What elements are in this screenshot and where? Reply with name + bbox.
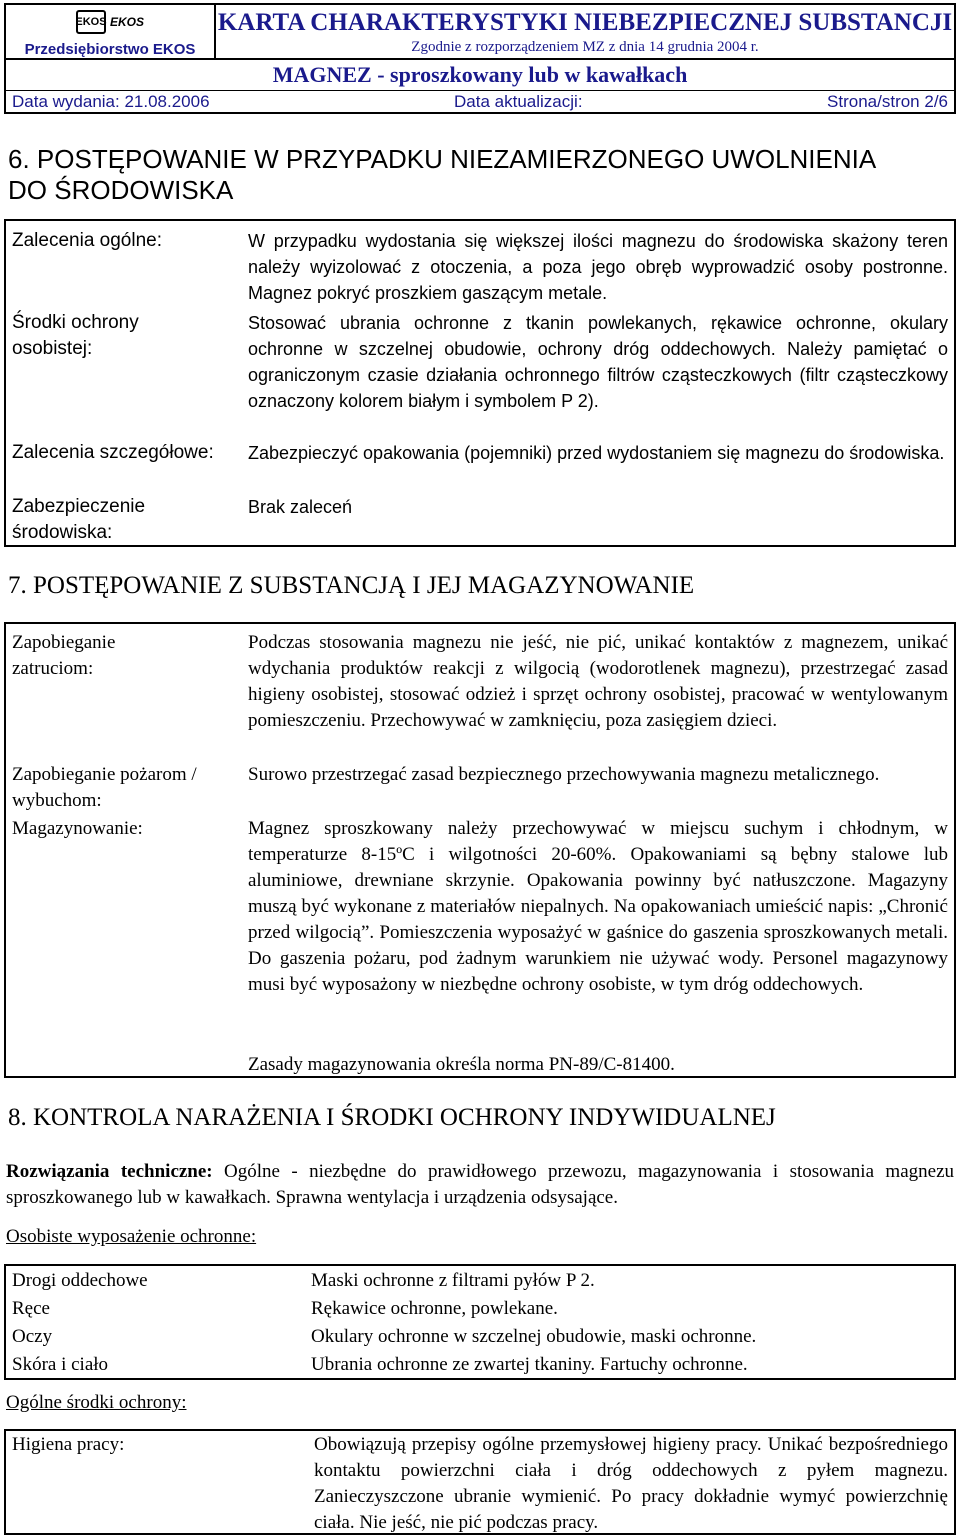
page-number: Strona/stron 2/6 xyxy=(827,92,948,111)
ppe-value: Okulary ochronne w szczelnej obudowie, maski ochronne. xyxy=(311,1326,757,1347)
section-7-title: 7. POSTĘPOWANIE Z SUBSTANCJĄ I JEJ MAGAZYNOWANIE xyxy=(8,572,695,599)
label-general-recommendations: Zalecenia ogólne: xyxy=(12,230,162,251)
ppe-row xyxy=(6,1351,954,1379)
general-measures-heading: Ogólne środki ochrony: xyxy=(6,1392,187,1413)
label-detailed-recommendations: Zalecenia szczegółowe: xyxy=(12,442,214,463)
header-title-block xyxy=(216,5,954,58)
text-storage: Magnez sproszkowany należy przechowywać w miejscu suchym i chłodnym, w temperaturze 8-15ºC i wilgotności 20-60%. Opakowaniami są bębny stalowe lub aluminiowe, drewniane skrzynie. Opakowania powinny być natłuszczone. Magazyny muszą być wykonane z materiałów niepalnych. Na opakowaniach umieścić napis: „Chronić przed wilgocią”. Pomieszczenia wyposażyć w gaśnice do gaszenia sproszkowanych metali. Do gaszenia pożaru, pod żadnym warunkiem nie używać wody. Personel magazynowy musi być wyposażony w niezbędne ochrony osobiste, w tym dróg oddechowych. xyxy=(248,818,948,995)
section-6-title-line2: DO ŚRODOWISKA xyxy=(8,175,234,205)
text-detailed-recommendations: Zabezpieczyć opakowania (pojemniki) przed wydostaniem się magnezu do środowiska. xyxy=(248,443,945,463)
ppe-value: Ubrania ochronne ze zwartej tkaniny. Fartuchy ochronne. xyxy=(311,1354,748,1375)
logo-text: EKOS xyxy=(109,15,144,29)
document-subtitle: Zgodnie z rozporządzeniem MZ z dnia 14 grudnia 2004 r. xyxy=(411,39,759,55)
ppe-key: Ręce xyxy=(12,1298,50,1319)
technical-solutions-text: Ogólne - niezbędne do prawidłowego przewozu, magazynowania i stosowania magnezu sproszkowanego lub w kawałkach. Sprawna wentylacja i urządzenia odsysające. xyxy=(6,1161,954,1208)
section-8-title: 8. KONTROLA NARAŻENIA I ŚRODKI OCHRONY INDYWIDUALNEJ xyxy=(8,1104,776,1131)
hygiene-text: Obowiązują przepisy ogólne przemysłowej higieny pracy. Unikać bezpośredniego kontaktu powierzchni ciała i dróg oddechowych z pyłem magnezu. Zanieczyszczone ubranie wymienić. Po pracy dokładnie wymyć powierzchnię ciała. Nie jeść, nie pić podczas pracy. xyxy=(314,1434,948,1533)
issue-date: Data wydania: 21.08.2006 xyxy=(12,92,210,111)
label-fire-prevention: Zapobieganie pożarom / wybuchom: xyxy=(12,764,197,811)
document-title: KARTA CHARAKTERYSTYKI NIEBEZPIECZNEJ SUBSTANCJI xyxy=(217,9,953,36)
ppe-value: Maski ochronne z filtrami pyłów P 2. xyxy=(311,1270,595,1291)
section-6-title xyxy=(8,144,876,206)
ppe-key: Oczy xyxy=(12,1326,53,1347)
label-poisoning-prevention: Zapobieganie zatruciom: xyxy=(12,632,116,679)
ppe-table xyxy=(4,1264,956,1380)
text-personal-protection: Stosować ubrania ochronne z tkanin powlekanych, rękawice ochronne, okulary ochronne w szczelnej obudowie, ochrony dróg oddechowych. Należy pamiętać o ograniczonym czasie działania ochronnego filtrów cząsteczkowych (filtr cząsteczkowy oznaczony kolorem białym i symbolem P 2). xyxy=(248,313,948,411)
text-fire-prevention: Surowo przestrzegać zasad bezpiecznego przechowywania magnezu metalicznego. xyxy=(248,764,880,785)
update-date: Data aktualizacji: xyxy=(454,92,583,111)
technical-solutions-paragraph xyxy=(6,1159,954,1211)
hygiene-label: Higiena pracy: xyxy=(12,1434,125,1455)
ppe-heading: Osobiste wyposażenie ochronne: xyxy=(6,1226,257,1247)
text-general-recommendations: W przypadku wydostania się większej ilości magnezu do środowiska skażony teren należy wyizolować z otoczenia, a poza jego obręb wyprowadzić osoby postronne. Magnez pokryć proszkiem gaszącym metale. xyxy=(248,231,948,303)
company-logo-block xyxy=(6,5,216,58)
ppe-key: Drogi oddechowe xyxy=(12,1270,148,1291)
technical-solutions-label: Rozwiązania techniczne: xyxy=(6,1161,213,1182)
text-poisoning-prevention: Podczas stosowania magnezu nie jeść, nie pić, unikać kontaktów z magnezem, unikać wdychania produktów reakcji z wilgocią (wodorotlenek magnezu), przestrzegać zasad higieny osobistej, stosować odzież i sprzęt ochrony osobistej, pracować w wentylowanym pomieszczeniu. Przechowywać w zamknięciu, poza zasięgiem dzieci. xyxy=(248,632,948,731)
logo xyxy=(76,8,144,36)
section-6-title-line1: 6. POSTĘPOWANIE W PRZYPADKU NIEZAMIERZONEGO UWOLNIENIA xyxy=(8,144,877,174)
label-storage: Magazynowanie: xyxy=(12,818,143,839)
ppe-key: Skóra i ciało xyxy=(12,1354,109,1375)
ppe-value: Rękawice ochronne, powlekane. xyxy=(311,1298,558,1319)
ppe-row xyxy=(6,1295,954,1323)
header-info-row xyxy=(4,90,956,114)
ppe-row xyxy=(6,1323,954,1351)
header-top xyxy=(4,3,956,60)
ppe-row xyxy=(6,1267,954,1295)
label-personal-protection: Środki ochrony osobistej: xyxy=(12,312,139,359)
text-storage-norm: Zasady magazynowania określa norma PN-89/C-81400. xyxy=(248,1054,675,1075)
product-name: MAGNEZ - sproszkowany lub w kawałkach xyxy=(4,60,956,90)
document-header xyxy=(4,3,956,111)
ekos-logo-icon: EKOS xyxy=(76,10,106,34)
label-environment-protection: Zabezpieczenie środowiska: xyxy=(12,496,146,543)
company-name: Przedsiębiorstwo EKOS xyxy=(24,41,196,58)
text-environment-protection: Brak zaleceń xyxy=(248,497,353,517)
